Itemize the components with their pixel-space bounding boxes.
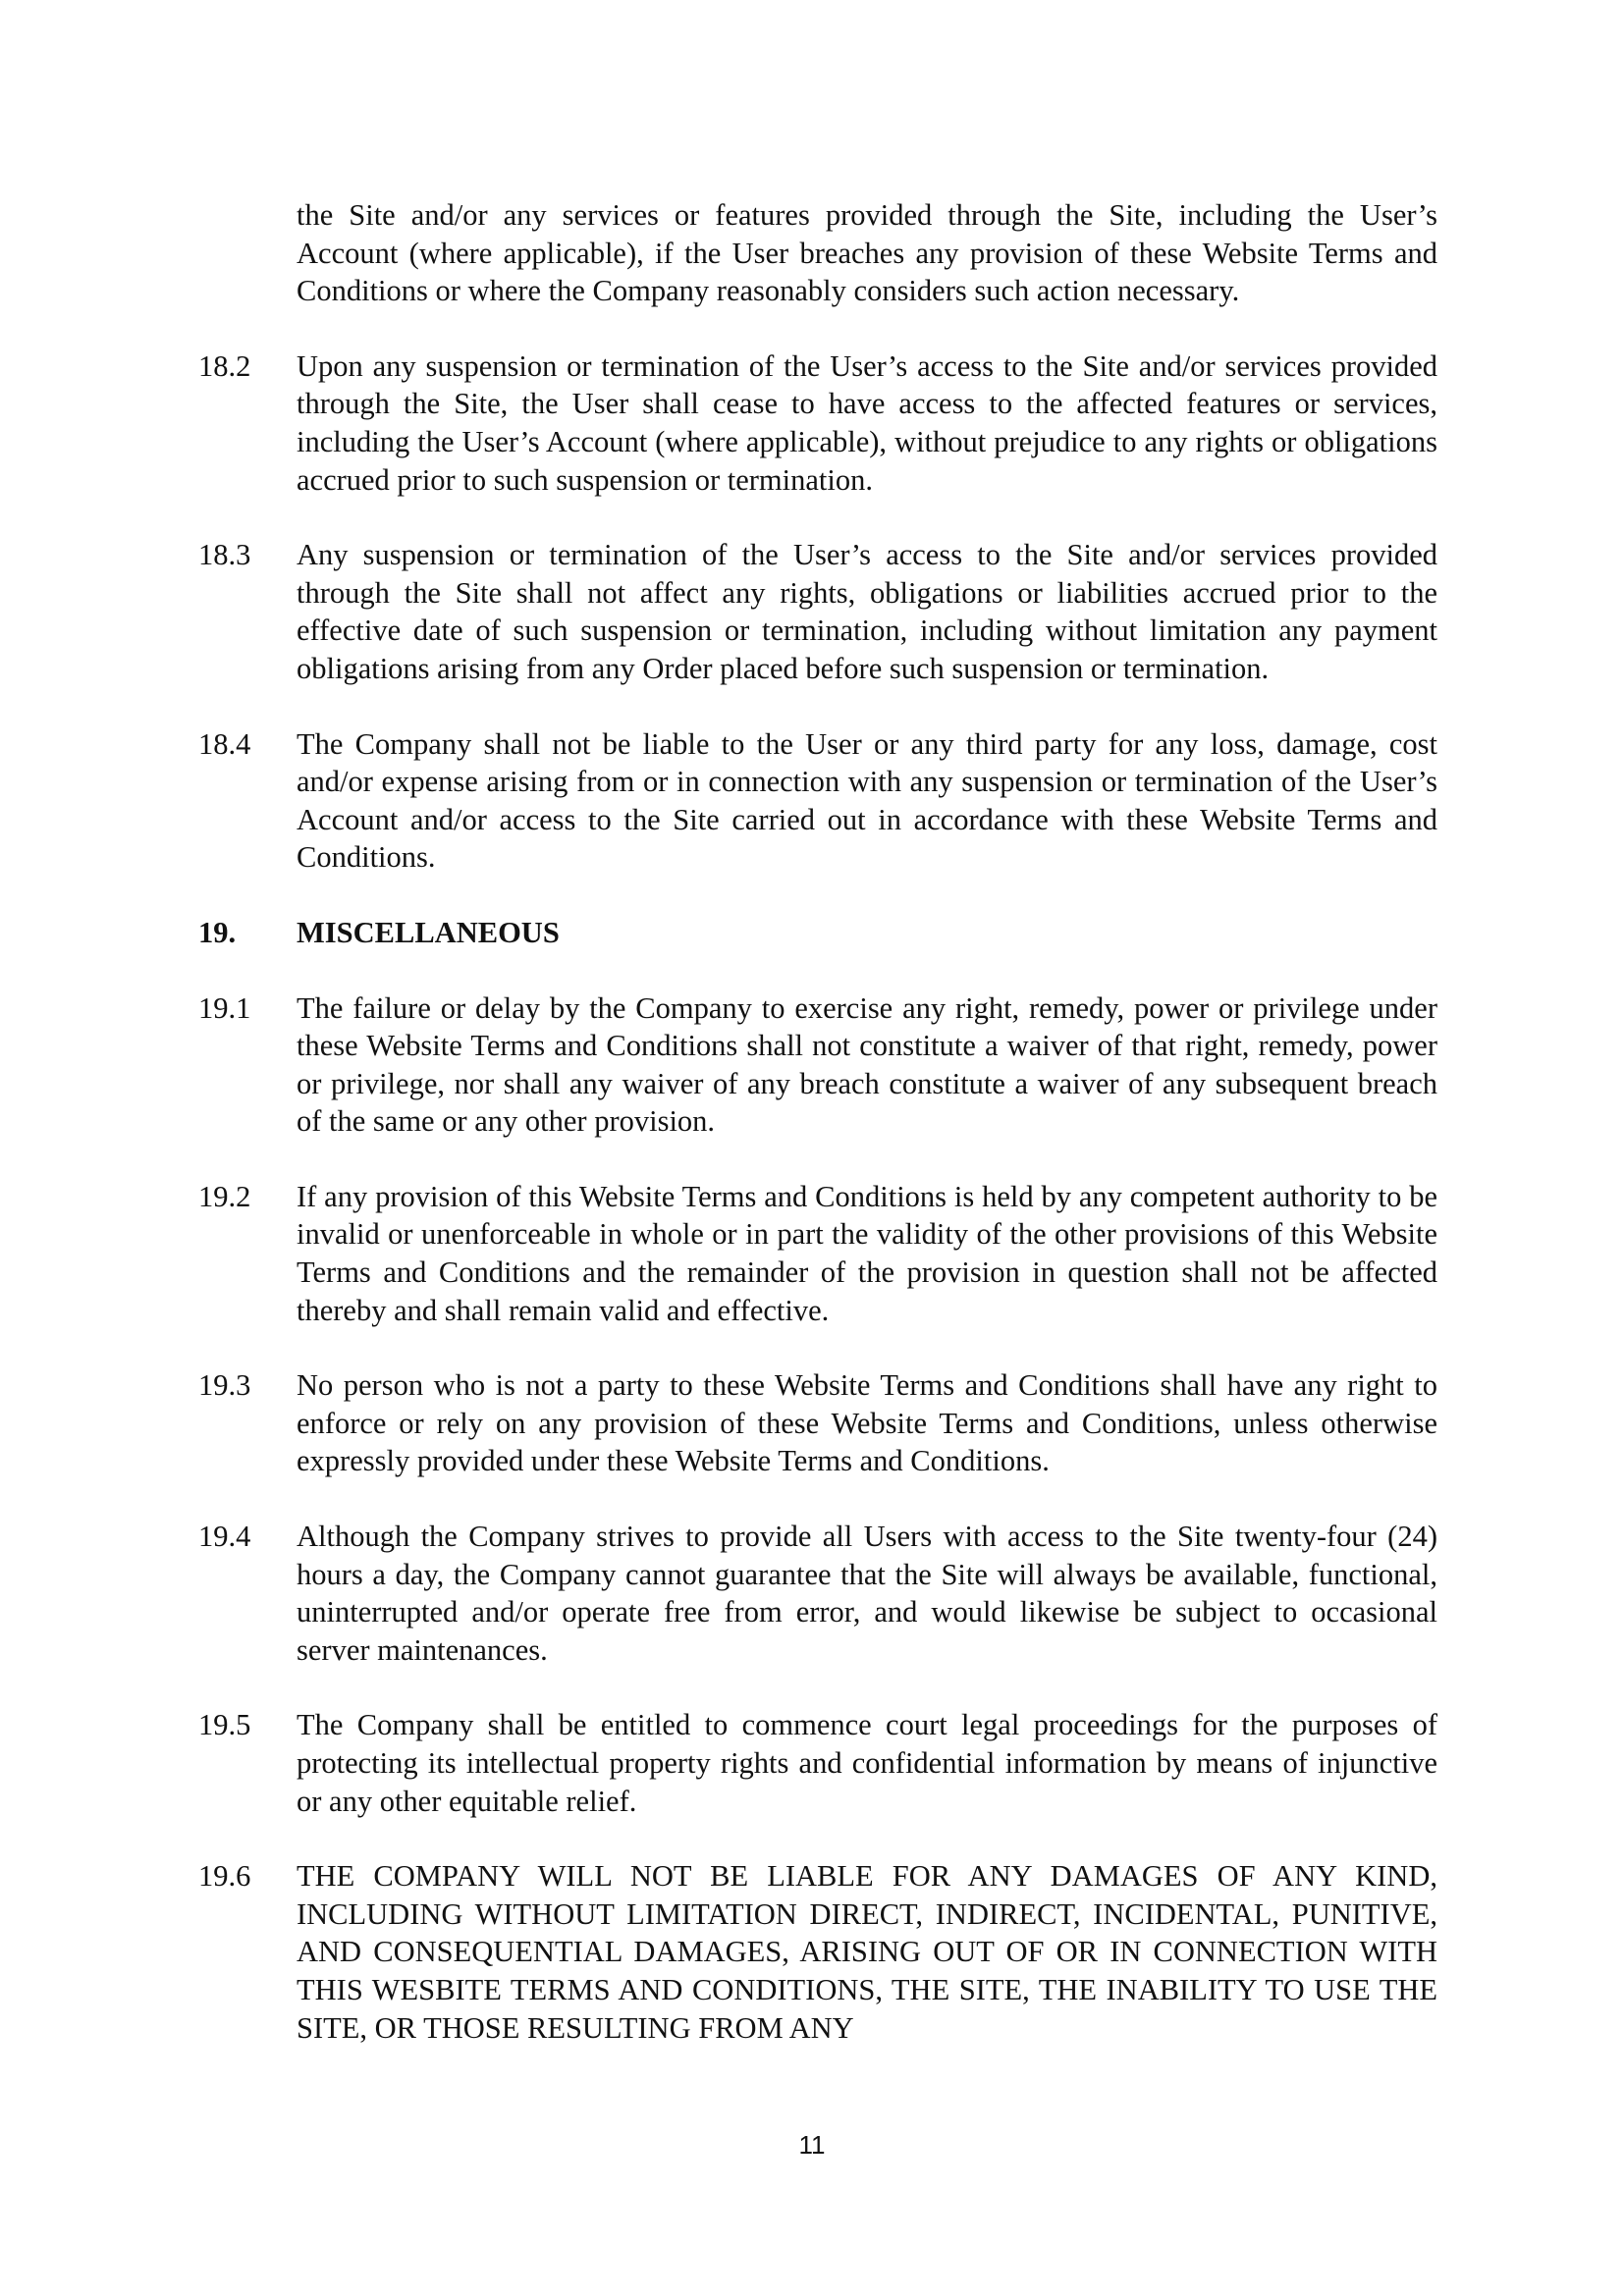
clause-number: 18.4 [198,726,251,761]
section-number: 19. [198,915,237,949]
clause-text: No person who is not a party to these Website Terms and Conditions shall have any right to enforce or rely on any provision of these Website Terms and Conditions, unless otherwise expressly provided under these Website Terms and Conditions. [297,1368,1437,1478]
clause-text: The Company shall not be liable to the User or any third party for any loss, damage, cost and/or expense arising from or in connection with any suspension or termination of the User’s Account and/or access to the Site carried out in accordance with these Website Terms and Conditions. [297,726,1437,875]
document-body [198,196,1437,2084]
clause-text: Any suspension or termination of the User’s access to the Site and/or services provided through the Site shall not affect any rights, obligations or liabilities accrued prior to the effective date of such suspension or termination, including without limitation any payment obligations arising from any Order placed before such suspension or termination. [297,538,1437,685]
clause-number: 18.3 [198,538,251,572]
clause-text: The Company shall be entitled to commence court legal proceedings for the purposes of protecting its intellectual property rights and confidential information by means of injunctive or any other equitable relief. [297,1708,1437,1818]
clause-number: 19.1 [198,990,251,1025]
clause-19-4 [198,1518,1437,1669]
clause-text: THE COMPANY WILL NOT BE LIABLE FOR ANY DAMAGES OF ANY KIND, INCLUDING WITHOUT LIMITATION DIRECT, INDIRECT, INCIDENTAL, PUNITIVE, AND CONSEQUENTIAL DAMAGES, ARISING OUT OF OR IN CONNECTION WITH THIS WESBITE TERMS AND CONDITIONS, THE SITE, THE INABILITY TO USE THE SITE, OR THOSE RESULTING FROM ANY [297,1859,1437,2045]
page-number: 11 [798,2130,826,2160]
clause-18-1-continuation: the Site and/or any services or features provided through the Site, including the User’s Account (where applicable), if the User breaches any provision of these Website Terms and Conditions or where the Company reasonably considers such action necessary. [297,198,1437,308]
clause-19-5 [198,1706,1437,1820]
section-title: MISCELLANEOUS [297,915,560,949]
clause-18-2 [198,347,1437,499]
clause-text: Although the Company strives to provide all Users with access to the Site twenty-four (24) hours a day, the Company cannot guarantee that the Site will always be available, functional, uninterrupted and/or operate free from error, and would likewise be subject to occasional server maintenances. [297,1520,1437,1667]
clause-19-2 [198,1178,1437,1329]
clause-18-3 [198,536,1437,687]
clause-number: 19.5 [198,1708,251,1742]
clause-text: Upon any suspension or termination of the User’s access to the Site and/or services provided through the Site, the User shall cease to have access to the affected features or services, including the User’s Account (where applicable), without prejudice to any rights or obligations accrued prior to such suspension or termination. [297,348,1437,497]
clause-number: 19.4 [198,1520,251,1554]
section-19-heading [198,914,1437,952]
clause-18-4 [198,725,1437,877]
clause-19-6 [198,1857,1437,2047]
clause-19-3 [198,1366,1437,1480]
clause-19-1 [198,989,1437,1141]
clause-number: 19.2 [198,1179,251,1213]
clause-text: The failure or delay by the Company to exercise any right, remedy, power or privilege under these Website Terms and Conditions shall not constitute a waiver of that right, remedy, power or privilege, nor shall any waiver of any breach constitute a waiver of any subsequent breach of the same or any other provision. [297,990,1437,1139]
clause-number: 18.2 [198,348,251,383]
clause-number: 19.3 [198,1368,251,1403]
clause-number: 19.6 [198,1859,251,1894]
clause-text: If any provision of this Website Terms and Conditions is held by any competent authority to be invalid or unenforceable in whole or in part the validity of the other provisions of this Website Terms and Conditions and the remainder of the provision in question shall not be affected thereby and shall remain valid and effective. [297,1179,1437,1327]
